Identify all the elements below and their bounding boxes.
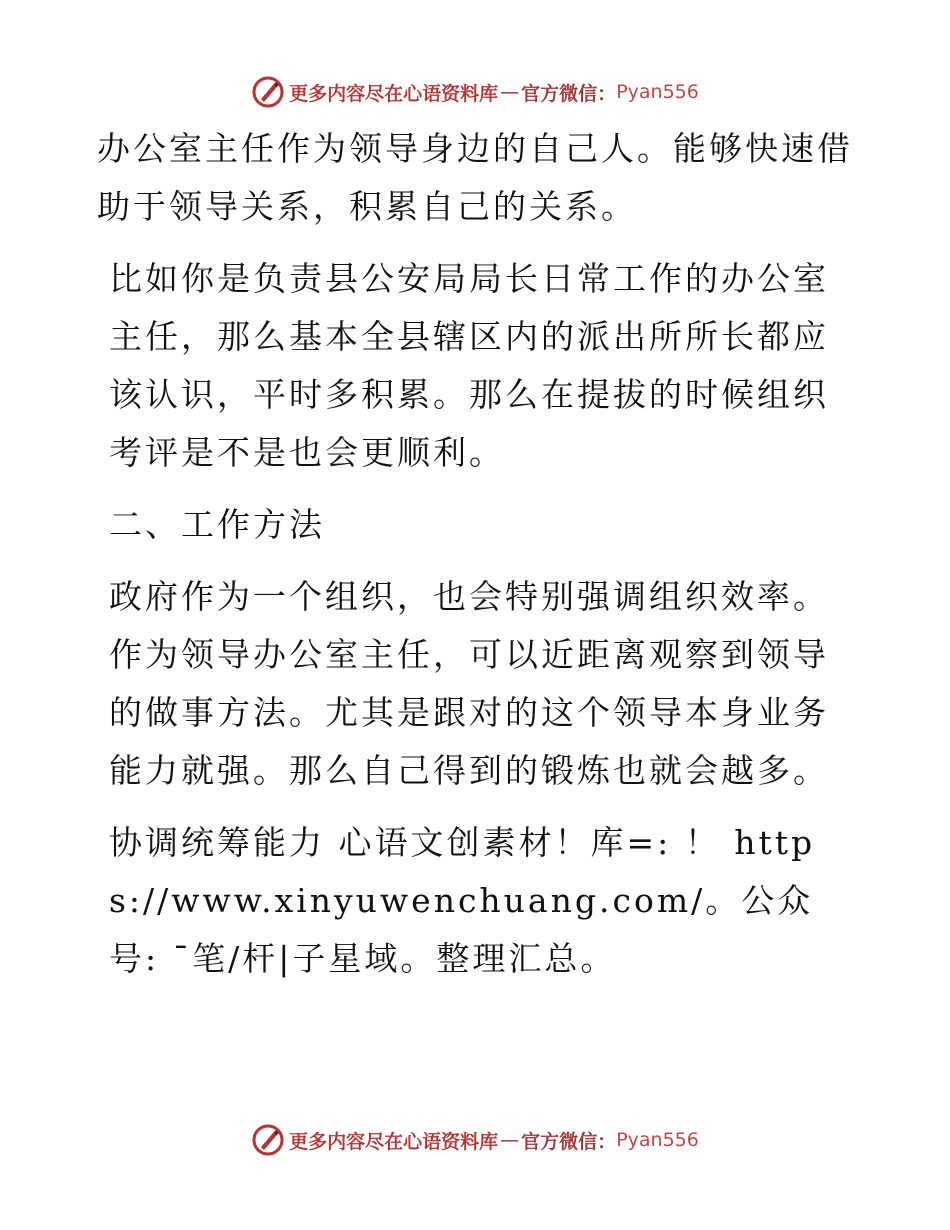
logo-icon (251, 75, 285, 109)
header-wechat-id: Pyan556 (616, 81, 699, 103)
footer-wechat-label: 官方微信： (521, 1130, 617, 1153)
paragraph-3: 政府作为一个组织，也会特别强调组织效率。作为领导办公室主任，可以近距离观察到领导的做事方法。尤其是跟对的这个领导本身业务能力就强。那么自己得到的锻炼也就会越多。 (109, 577, 829, 790)
paragraph-1: 办公室主任作为领导身边的自己人。能够快速借助于领导关系，积累自己的关系。 (97, 129, 853, 226)
section-heading: 二、工作方法 (109, 505, 325, 544)
header-main-text: 更多内容尽在心语资料库 (289, 82, 499, 105)
footer-separator: — (500, 1129, 520, 1151)
header-banner (0, 72, 950, 112)
footer-wechat-id: Pyan556 (616, 1129, 699, 1151)
header-wechat-label: 官方微信： (521, 82, 617, 105)
footer-banner (0, 1120, 950, 1160)
paragraph-2: 比如你是负责县公安局局长日常工作的办公室主任，那么基本全县辖区内的派出所所长都应该认识，平时多积累。那么在提拔的时候组织考评是不是也会更顺利。 (109, 259, 829, 472)
header-separator: — (500, 81, 520, 103)
paragraph-4: 协调统筹能力 心语文创素材！库=: ！ https://www.xinyuwenchuang.com/。公众号: ¯笔/杆|子星域。整理汇总。 (109, 823, 816, 978)
logo-icon (251, 1123, 285, 1157)
document-body (97, 120, 857, 1002)
footer-main-text: 更多内容尽在心语资料库 (289, 1130, 499, 1153)
